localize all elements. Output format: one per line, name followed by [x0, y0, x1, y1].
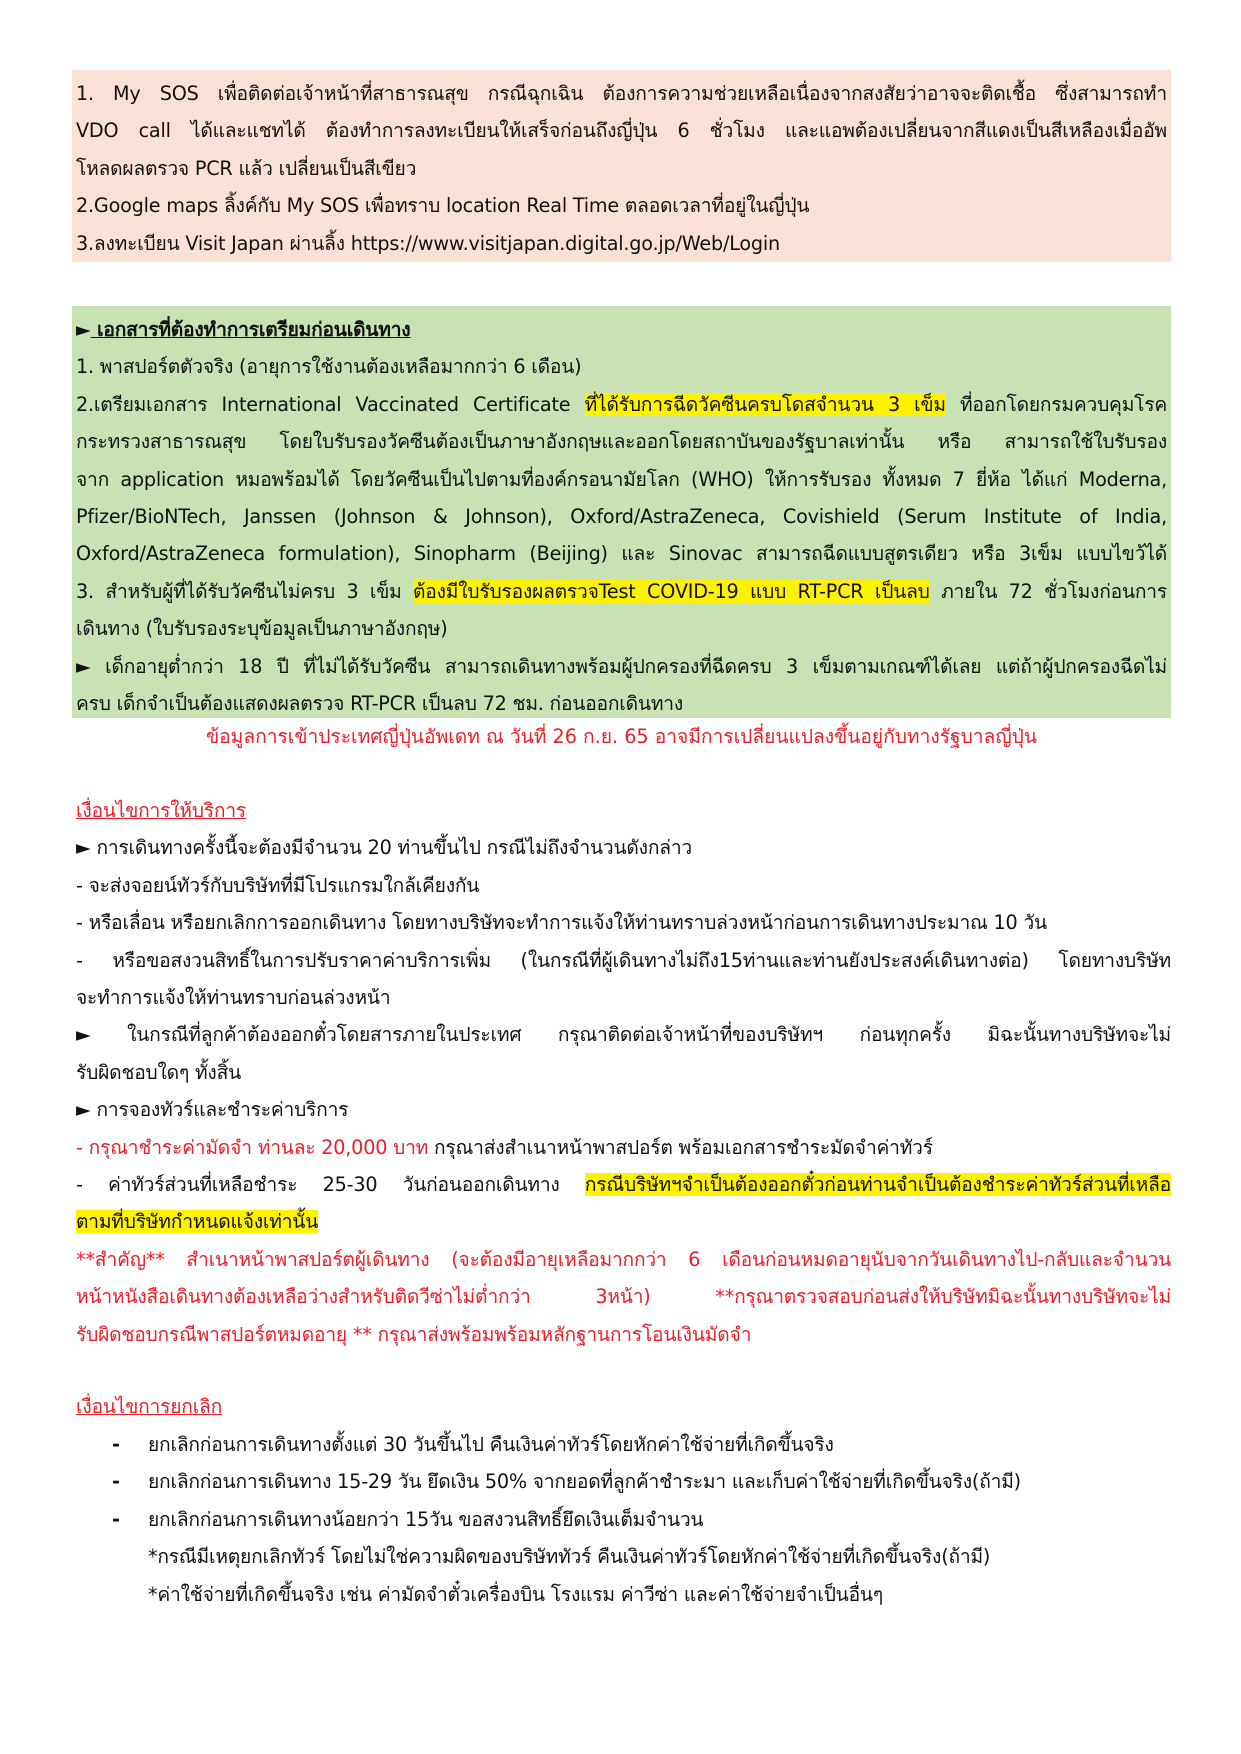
documents-heading	[76, 311, 1167, 348]
cancel-item-text: ยกเลิกก่อนการเดินทาง 15-29 วัน ยึดเงิน 50% จากยอดที่ลูกค้าชำระมา และเก็บค่าใช้จ่ายที่เกิดขึ้นจริง(ถ้ามี)	[148, 1470, 1021, 1493]
documents-heading-text: เอกสารที่ต้องทำการเตรียมก่อนเดินทาง	[90, 318, 411, 341]
deposit-amount: - กรุณาชำระค่ามัดจำ ท่านละ 20,000 บาท	[76, 1135, 429, 1159]
app-info-line-3: โหลดผลตรวจ PCR แล้ว เปลี่ยนเป็นสีเขียว	[76, 156, 417, 180]
documents-line-2	[76, 386, 1167, 423]
documents-line-10: ครบ เด็กจำเป็นต้องแสดงผลตรวจ RT-PCR เป็นลบ 72 ชม. ก่อนออกเดินทาง	[76, 692, 684, 716]
dash-bullet-icon: -	[112, 1470, 120, 1493]
service-terms-line-10-highlight: กรณีบริษัทฯจำเป็นต้องออกตั๋วก่อนท่านจำเป็นต้องชำระค่าทัวร์ส่วนที่เหลือ	[584, 1173, 1171, 1197]
service-terms-line-2: - จะส่งจอยน์ทัวร์กับบริษัทที่มีโปรแกรมใกล้เคียงกัน	[76, 873, 480, 897]
service-terms-line-3: - หรือเลื่อน หรือยกเลิกการออกเดินทาง โดยทางบริษัทจะทำการแจ้งให้ท่านทราบล่วงหน้าก่อนการเดินทางประมาณ 10 วัน	[76, 911, 1047, 935]
service-terms-line-7: รับผิดชอบใดๆ ทั้งสิ้น	[76, 1060, 241, 1084]
service-terms-line-8: ► การจองทัวร์และชำระค่าบริการ	[76, 1098, 349, 1122]
cancel-note-1: *กรณีมีเหตุยกเลิกทัวร์ โดยไม่ใช่ความผิดของบริษัททัวร์ คืนเงินค่าทัวร์โดยหักค่าใช้จ่ายที่เกิดขึ้นจริง(ถ้ามี)	[148, 1545, 991, 1568]
service-terms-line-10-pre: - ค่าทัวร์ส่วนที่เหลือชำระ 25-30 วันก่อนออกเดินทาง	[76, 1173, 585, 1197]
dash-bullet-icon: -	[112, 1432, 120, 1456]
documents-line-2-post: ที่ออกโดยกรมควบคุมโรค	[945, 392, 1167, 416]
cancel-item-3	[76, 1501, 1171, 1539]
documents-line-2-highlight: ที่ได้รับการฉีดวัคซีนครบโดสจำนวน 3 เข็ม	[584, 392, 946, 416]
service-terms-line-11	[76, 1203, 1171, 1240]
documents-line-6: Oxford/AstraZeneca formulation), Sinopharm (Beijing) และ Sinovac สามารถฉีดแบบสูตรเดียว หรือ 3เข็ม แบบไขว้ได้	[76, 542, 1167, 566]
service-terms-heading: เงื่อนไขการให้บริการ	[76, 799, 247, 822]
app-info-line-5: 3.ลงทะเบียน Visit Japan ผ่านลิ้ง https://www.visitjapan.digital.go.jp/Web/Login	[76, 231, 781, 255]
service-terms-line-5: จะทำการแจ้งให้ท่านทราบก่อนล่วงหน้า	[76, 986, 391, 1010]
app-info-box	[72, 70, 1171, 262]
app-info-line-1: 1. My SOS เพื่อติดต่อเจ้าหน้าที่สาธารณสุข กรณีฉุกเฉิน ต้องการความช่วยเหลือเนื่องจากสงสัยว่าอาจจะติดเชื้อ ซึ่งสามารถทำ	[76, 82, 1167, 105]
app-info-line-4: 2.Google maps ลิ้งค์กับ My SOS เพื่อทราบ location Real Time ตลอดเวลาที่อยู่ในญี่ปุ่น	[76, 194, 810, 218]
documents-line-8: เดินทาง (ใบรับรองระบุข้อมูลเป็นภาษาอังกฤษ)	[76, 617, 448, 641]
documents-line-7-pre: 3. สำหรับผู้ที่ได้รับวัคซีนไม่ครบ 3 เข็ม	[76, 579, 414, 603]
cancel-item-1	[76, 1426, 1171, 1464]
arrow-icon: ►	[76, 318, 91, 341]
documents-line-9: ► เด็กอายุต่ำกว่า 18 ปี ที่ไม่ได้รับวัคซีน สามารถเดินทางพร้อมผู้ปกครองที่ฉีดครบ 3 เข็มตามเกณฑ์ได้เลย แต่ถ้าผู้ปกครองฉีดไม่	[76, 654, 1167, 678]
cancel-terms-heading: เงื่อนไขการยกเลิก	[76, 1395, 223, 1418]
documents-line-2-pre: 2.เตรียมเอกสาร International Vaccinated Certificate	[76, 392, 585, 416]
service-terms-line-11-highlight: ตามที่บริษัทกำหนดแจ้งเท่านั้น	[76, 1210, 319, 1234]
cancel-note-2: *ค่าใช้จ่ายที่เกิดขึ้นจริง เช่น ค่ามัดจำตั๋วเครื่องบิน โรงแรม ค่าวีซ่า และค่าใช้จ่ายจำเป็นอื่นๆ	[148, 1582, 883, 1606]
documents-line-7	[76, 573, 1167, 610]
service-terms-line-12: **สำคัญ** สำเนาหน้าพาสปอร์ตผู้เดินทาง (จะต้องมีอายุเหลือมากกว่า 6 เดือนก่อนหมดอายุนับจากวันเดินทางไป-กลับและจำนวน	[76, 1247, 1171, 1271]
documents-line-3: กระทรวงสาธารณสุข โดยใบรับรองวัคซีนต้องเป็นภาษาอังกฤษและออกโดยสถาบันของรัฐบาลเท่านั้น หรือ สามารถใช้ใบรับรอง	[76, 430, 1167, 454]
service-terms-line-4: - หรือขอสงวนสิทธิ์ในการปรับราคาค่าบริการเพิ่ม (ในกรณีที่ผู้เดินทางไม่ถึง15ท่านและท่านยังประสงค์เดินทางต่อ) โดยทางบริษัท	[76, 948, 1171, 972]
documents-line-7-highlight: ต้องมีใบรับรองผลตรวจTest COVID-19 แบบ RT-PCR เป็นลบ	[413, 579, 930, 603]
cancel-item-2	[76, 1463, 1171, 1501]
service-terms-line-1: ► การเดินทางครั้งนี้จะต้องมีจำนวน 20 ท่านขึ้นไป กรณีไม่ถึงจำนวนดังกล่าว	[76, 836, 692, 860]
documents-line-4: จาก application หมอพร้อมได้ โดยวัคซีนเป็นไปตามที่องค์กรอนามัยโลก (WHO) ให้การรับรอง ทั้งหมด 7 ยี่ห้อ ได้แก่ Moderna,	[76, 467, 1167, 491]
dash-bullet-icon: -	[112, 1507, 120, 1531]
cancel-terms-section	[76, 1388, 1171, 1613]
service-terms-line-9	[76, 1129, 1171, 1166]
documents-box	[72, 306, 1171, 718]
service-terms-line-9-post: กรุณาส่งสำเนาหน้าพาสปอร์ต พร้อมเอกสารชำระมัดจำค่าทัวร์	[428, 1135, 933, 1159]
app-info-line-2: VDO call ได้และแชทได้ ต้องทำการลงทะเบียนให้เสร็จก่อนถึงญี่ปุ่น 6 ชั่วโมง และแอพต้องเปลี่ยนจากสีแดงเป็นสีเหลืองเมื่ออัพ	[76, 119, 1167, 143]
documents-line-5: Pfizer/BioNTech, Janssen (Johnson & Johnson), Oxford/AstraZeneca, Covishield (Serum Institute of India,	[76, 505, 1167, 529]
service-terms-section	[76, 792, 1171, 1353]
cancel-item-text: ยกเลิกก่อนการเดินทางน้อยกว่า 15วัน ขอสงวนสิทธิ์ยึดเงินเต็มจำนวน	[148, 1507, 704, 1531]
update-note: ข้อมูลการเข้าประเทศญี่ปุ่นอัพเดท ณ วันที่ 26 ก.ย. 65 อาจมีการเปลี่ยนแปลงขึ้นอยู่กับทางรัฐบาลญี่ปุ่น	[206, 725, 1037, 748]
service-terms-line-10	[76, 1166, 1171, 1203]
service-terms-line-6: ► ในกรณีที่ลูกค้าต้องออกตั๋วโดยสารภายในประเทศ กรุณาติดต่อเจ้าหน้าที่ของบริษัทฯ ก่อนทุกครั้ง มิฉะนั้นทางบริษัทจะไม่	[76, 1023, 1171, 1047]
service-terms-line-13: หน้าหนังสือเดินทางต้องเหลือว่างสำหรับติดวีซ่าไม่ต่ำกว่า 3หน้า) **กรุณาตรวจสอบก่อนส่งให้บริษัทมิฉะนั้นทางบริษัทจะไม่	[76, 1285, 1171, 1309]
documents-line-7-post: ภายใน 72 ชั่วโมงก่อนการ	[929, 579, 1167, 603]
documents-line-1: 1. พาสปอร์ตตัวจริง (อายุการใช้งานต้องเหลือมากกว่า 6 เดือน)	[76, 355, 582, 379]
cancel-item-text: ยกเลิกก่อนการเดินทางตั้งแต่ 30 วันขึ้นไป คืนเงินค่าทัวร์โดยหักค่าใช้จ่ายที่เกิดขึ้นจริง	[148, 1432, 834, 1456]
service-terms-line-14: รับผิดชอบกรณีพาสปอร์ตหมดอายุ ** กรุณาส่งพร้อมพร้อมหลักฐานการโอนเงินมัดจำ	[76, 1322, 752, 1346]
